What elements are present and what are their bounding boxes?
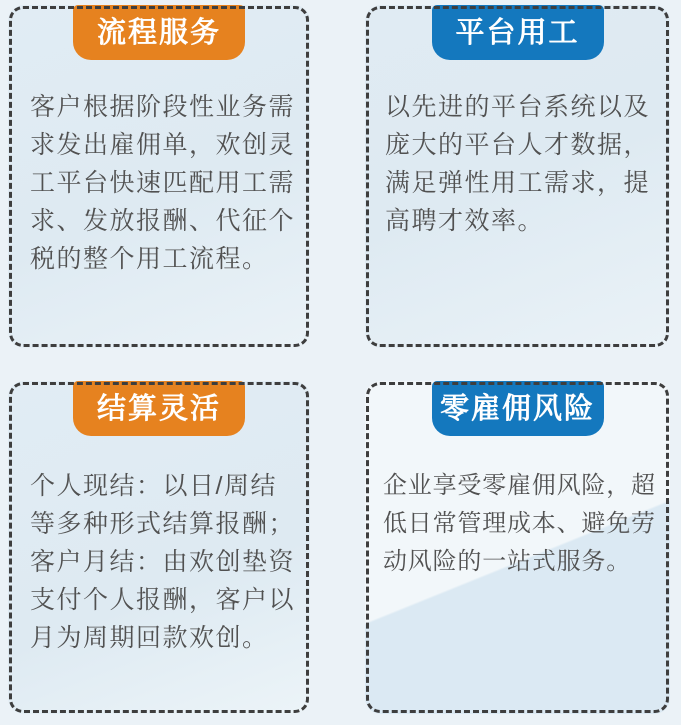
- card-body-flexible-settlement: [30, 467, 295, 657]
- body-line: 等多种形式结算报酬；: [30, 510, 296, 538]
- card-body-process-service: [30, 88, 295, 278]
- body-line: 低日常管理成本、避免劳: [383, 510, 656, 537]
- body-line: 求、发放报酬、代征个: [30, 207, 296, 235]
- body-line: 庞大的平台人才数据，: [385, 131, 651, 159]
- card-flexible-settlement: [8, 381, 310, 714]
- badge-process-service: 流程服务: [73, 5, 245, 60]
- card-zero-employment-risk: [365, 381, 670, 714]
- badge-zero-employment-risk: 零雇佣风险: [432, 381, 604, 436]
- card-platform-employment: [365, 5, 670, 348]
- body-line: 动风险的一站式服务。: [383, 548, 631, 575]
- body-line: 高聘才效率。: [385, 207, 545, 235]
- body-line: 客户根据阶段性业务需: [30, 93, 296, 121]
- body-line: 个人现结：以日/周结: [30, 472, 277, 500]
- body-line: 以先进的平台系统以及: [385, 93, 651, 121]
- body-line: 支付个人报酬，客户以: [30, 586, 296, 614]
- card-process-service: [8, 5, 310, 348]
- card-body-platform-employment: [385, 88, 650, 240]
- card-body-zero-employment-risk: [383, 467, 656, 581]
- body-line: 月为周期回款欢创。: [30, 624, 269, 652]
- badge-platform-employment: 平台用工: [432, 5, 604, 60]
- badge-flexible-settlement: 结算灵活: [73, 381, 245, 436]
- body-line: 满足弹性用工需求，提: [385, 169, 651, 197]
- body-line: 税的整个用工流程。: [30, 245, 269, 273]
- body-line: 企业享受零雇佣风险，超: [383, 472, 656, 499]
- body-line: 求发出雇佣单，欢创灵: [30, 131, 296, 159]
- body-line: 客户月结：由欢创垫资: [30, 548, 296, 576]
- body-line: 工平台快速匹配用工需: [30, 169, 296, 197]
